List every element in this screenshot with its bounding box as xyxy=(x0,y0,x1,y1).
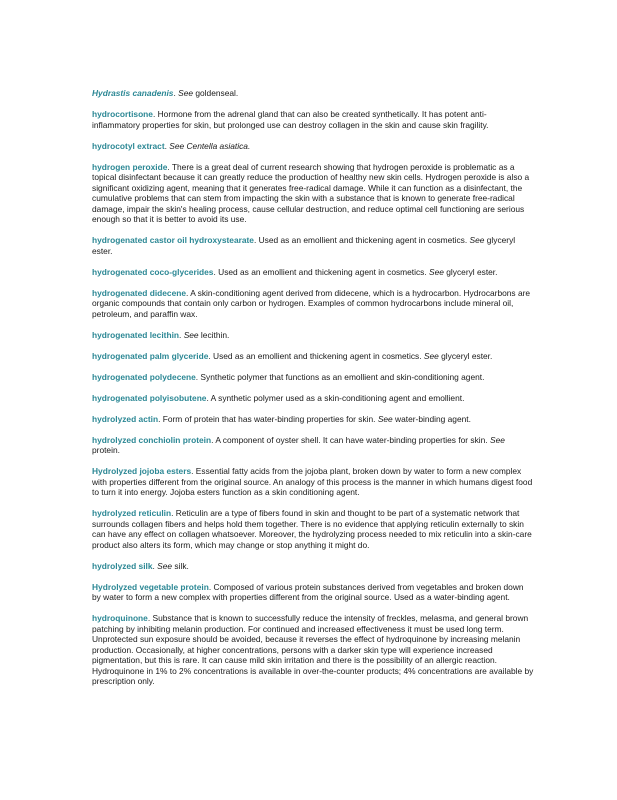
entry-term: hydrolyzed reticulin xyxy=(92,508,172,518)
entry-see-text: See xyxy=(178,88,194,98)
glossary-entry: hydroquinone. Substance that is known to successfully reduce the intensity of freckles, melasma, and general brown patching by inhibiting melanin production. For continued and increased effectiveness it must be used long term. Unprotected sun exposure should be avoided, because it reverses the effect of hydroquinone by increasing melanin production. Occasionally, at higher concentrations, persons with a darker skin type will experience increased pigmentation, but this is rare. It can cause mild skin irritation and there is the possibility of an allergic reaction. Hydroquinone in 1% to 2% concentrations is available in over-the-counter products; 4% concentrations are available by prescription only. xyxy=(92,613,534,686)
entry-term: hydrolyzed conchiolin protein xyxy=(92,434,212,445)
glossary-entry: hydrolyzed reticulin. Reticulin are a type of fibers found in skin and thought to be part of a systematic network that surrounds collagen fibers and helps hold them together. There is no evidence that applying reticulin externally to skin can have any effect on collagen whatsoever. Moreover, the hydrolyzing process needed to mix reticulin into a skin-care product also alters its form, which may change or stop anything it might do. xyxy=(92,508,532,550)
glossary-entry: hydrogenated castor oil hydroxystearate. Used as an emollient and thickening agent in cosmetics. See glyceryl ester. xyxy=(92,235,516,256)
entry-post-text: protein. xyxy=(92,445,120,455)
glossary-entry: hydrogenated lecithin. See lecithin. xyxy=(92,329,230,340)
entry-post-text: water-binding agent. xyxy=(392,413,471,424)
entry-see-text: See xyxy=(429,266,444,277)
entry-pre-text: A synthetic polymer used as a skin-conditioning agent and emollient. xyxy=(208,392,465,403)
entry-term: hydrogen peroxide xyxy=(92,161,168,172)
entry-post-text: glyceryl ester. xyxy=(438,350,493,361)
glossary-entry: hydrogenated didecene. A skin-conditioning agent derived from didecene, which is a hydrocarbon. Hydrocarbons are organic compounds that contain only carbon or hydrogen. Examples of common hydrocarbons include mineral oil, petroleum, and paraffin wax. xyxy=(92,287,531,319)
entry-post-text: silk. xyxy=(172,560,189,571)
entry-pre-text: Composed of various protein substances derived from vegetables and broken down by water to form a new complex with properties different from the original source. Used as a water-binding agent. xyxy=(92,581,524,602)
entry-see-text: See xyxy=(377,413,393,424)
entry-term: hydrogenated palm glyceride xyxy=(92,350,209,361)
entry-term: hydrogenated didecene xyxy=(92,287,187,298)
glossary-entry: hydrogen peroxide. There is a great deal of current research showing that hydrogen peroxide is problematic as a topical disinfectant because it can greatly reduce the production of healthy new skin cells. Hydrogen peroxide is also a significant oxidizing agent, meaning that it generates free-radical damage. While it can function as a disinfectant, the cumulative problems that can stem from impacting the skin with a substance that is known to generate free-radical damage, impair the skin's healing process, cause cellular destruction, and reduce optimal cell functioning are serious enough so that it is better to avoid its use. xyxy=(92,161,530,224)
entry-pre-text: Used as an emollient and thickening agent in cosmetics. xyxy=(215,266,430,277)
glossary-entry: hydrogenated polydecene. Synthetic polymer that functions as an emollient and skin-conditioning agent. xyxy=(92,371,485,382)
entry-term: hydrogenated castor oil hydroxystearate xyxy=(92,235,254,245)
entry-pre-text: A component of oyster shell. It can have water-binding properties for skin. xyxy=(213,434,490,445)
glossary-entry: hydrogenated coco-glycerides. Used as an emollient and thickening agent in cosmetics. See glyceryl ester. xyxy=(92,266,498,277)
entry-term: hydrolyzed silk xyxy=(92,560,153,571)
entry-term: Hydrastis canadenis xyxy=(92,88,174,98)
entry-term: hydrolyzed actin xyxy=(92,413,159,424)
entry-post-text: glyceryl ester. xyxy=(443,266,498,277)
glossary-entry: Hydrastis canadenis. See goldenseal. xyxy=(92,88,239,98)
entry-pre-text: Form of protein that has water-binding properties for skin. xyxy=(160,413,378,424)
glossary-entry: hydrolyzed actin. Form of protein that has water-binding properties for skin. See water-binding agent. xyxy=(92,413,471,424)
entry-pre-text: There is a great deal of current research showing that hydrogen peroxide is problematic as a topical disinfectant because it can greatly reduce the production of healthy new skin cells. Hydrogen peroxide is also a significant oxidizing agent, meaning that it generates free-radical damage. While it can function as a disinfectant, the cumulative problems that can stem from impacting the skin with a substance that is known to generate free-radical damage, impair the skin's healing process, cause cellular destruction, and reduce optimal cell functioning are serious enough so that it is better to avoid its use. xyxy=(92,161,530,224)
entry-pre-text: Essential fatty acids from the jojoba plant, broken down by water to form a new complex with properties different from the original source. An analogy of this process is the manner in which humans digest food to turn it into energy. Jojoba esters function as a skin conditioning agent. xyxy=(92,466,533,497)
entry-pre-text: Reticulin are a type of fibers found in skin and thought to be part of a systematic network that surrounds collagen fibers and helps hold them together. There is no evidence that applying reticulin externally to skin can have any effect on collagen whatsoever. Moreover, the hydrolyzing process needed to mix reticulin into a skin-care product also alters its form, which may change or stop anything it might do. xyxy=(92,508,532,550)
entry-term: hydrogenated lecithin xyxy=(92,329,180,340)
entry-term: hydrogenated polydecene xyxy=(92,371,196,382)
entry-term: hydrogenated coco-glycerides xyxy=(92,266,214,277)
entry-pre-text: Substance that is known to successfully reduce the intensity of freckles, melasma, and general brown patching by inhibiting melanin production. For continued and increased effectiveness it must be used long term. Unprotected sun exposure should be avoided, because it reverses the effect of hydroquinone by increasing melanin production. Occasionally, at higher concentrations, persons with a darker skin type will experience increased pigmentation, but this is rare. It can cause mild skin irritation and there is the possibility of an allergic reaction. Hydroquinone in 1% to 2% concentrations is available in over-the-counter products; 4% concentrations are available by prescription only. xyxy=(92,613,534,686)
entry-term: Hydrolyzed jojoba esters xyxy=(92,466,192,476)
entry-see-text: See xyxy=(489,434,505,445)
entry-see-text: See xyxy=(157,560,173,571)
glossary-entry: Hydrolyzed vegetable protein. Composed of various protein substances derived from vegetables and broken down by water to form a new complex with properties different from the original source. Used as a water-binding agent. xyxy=(92,581,524,602)
glossary-entry: Hydrolyzed jojoba esters. Essential fatty acids from the jojoba plant, broken down by water to form a new complex with properties different from the original source. An analogy of this process is the manner in which humans digest food to turn it into energy. Jojoba esters function as a skin conditioning agent. xyxy=(92,466,533,497)
glossary-entry: hydrocotyl extract. See Centella asiatica. xyxy=(92,140,251,151)
entry-pre-text: Hormone from the adrenal gland that can also be created synthetically. It has potent anti-inflammatory properties for skin, but prolonged use can destroy collagen in the skin and cause skin fragility. xyxy=(92,109,489,130)
glossary-entry: hydrolyzed silk. See silk. xyxy=(92,560,189,571)
entry-see-text: See xyxy=(183,329,199,340)
entry-post-text: goldenseal. xyxy=(193,88,239,98)
entry-pre-text: Used as an emollient and thickening agent in cosmetics. xyxy=(210,350,424,361)
glossary-page xyxy=(92,88,534,697)
glossary-entry: hydrocortisone. Hormone from the adrenal gland that can also be created synthetically. It has potent anti-inflammatory properties for skin, but prolonged use can destroy collagen in the skin and cause skin fragility. xyxy=(92,109,489,130)
glossary-entry: hydrogenated polyisobutene. A synthetic polymer used as a skin-conditioning agent and emollient. xyxy=(92,392,465,403)
entry-term: hydrogenated polyisobutene xyxy=(92,392,207,403)
entry-see-text: See Centella asiatica. xyxy=(169,140,251,151)
entry-pre-text: Synthetic polymer that functions as an emollient and skin-conditioning agent. xyxy=(198,371,485,382)
entry-post-text: lecithin. xyxy=(198,329,230,340)
entry-term: hydrocortisone xyxy=(92,109,153,119)
entry-pre-text: A skin-conditioning agent derived from didecene, which is a hydrocarbon. Hydrocarbons are organic compounds that contain only carbon or hydrogen. Examples of common hydrocarbons include mineral oil, petroleum, and paraffin wax. xyxy=(92,287,531,319)
glossary-entry: hydrogenated palm glyceride. Used as an emollient and thickening agent in cosmetics. See glyceryl ester. xyxy=(92,350,493,361)
entry-see-text: See xyxy=(469,235,485,245)
glossary-entry: hydrolyzed conchiolin protein. A component of oyster shell. It can have water-binding properties for skin. See protein. xyxy=(92,434,505,455)
entry-post-text: glyceryl ester. xyxy=(92,235,516,256)
entry-term: Hydrolyzed vegetable protein xyxy=(92,581,209,592)
entry-pre-text: Used as an emollient and thickening agent in cosmetics. xyxy=(256,235,470,245)
entry-term: hydroquinone xyxy=(92,613,148,623)
entry-term: hydrocotyl extract xyxy=(92,140,165,151)
entry-see-text: See xyxy=(423,350,439,361)
